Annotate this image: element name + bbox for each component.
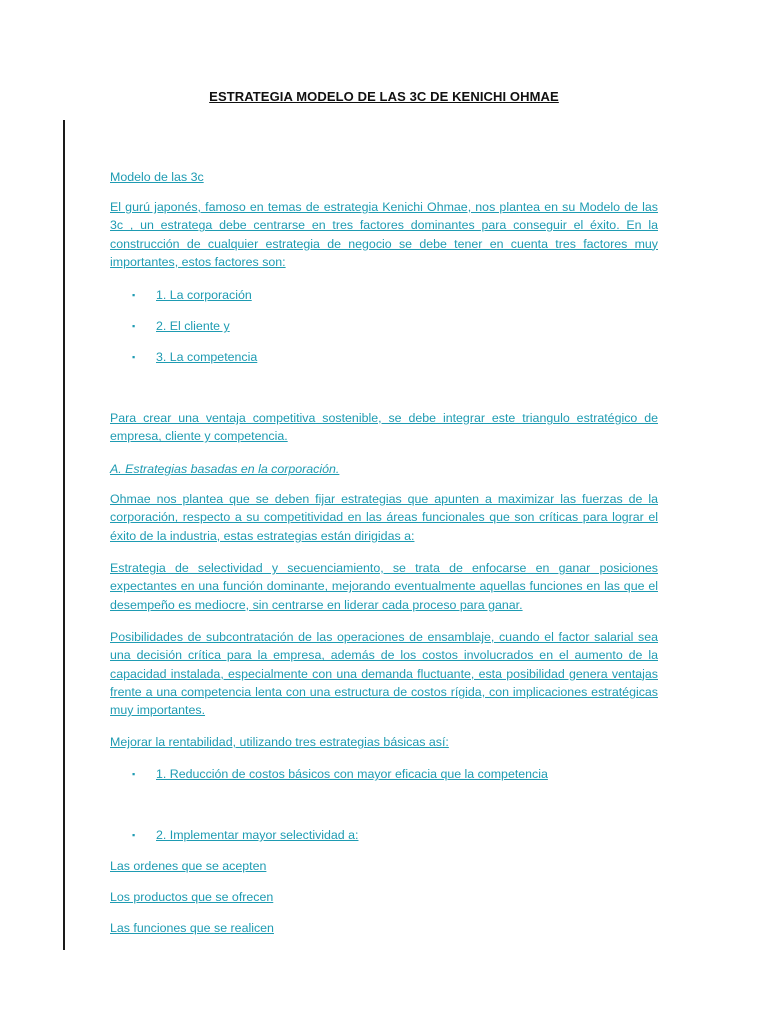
rentabilidad-label: 2. Implementar mayor selectividad a: [156, 828, 359, 842]
intro-paragraph[interactable]: El gurú japonés, famoso en temas de estrategia Kenichi Ohmae, nos plantea en su Modelo de las 3c , un estratega debe centrarse en tres factores dominantes para conseguir el éxito. En la construcción de cualquier estrategia de negocio se debe tener en cuenta tres factores muy importantes, estos factores son: [110, 200, 658, 269]
factor-item[interactable] [132, 348, 257, 366]
rentabilidad-item[interactable] [132, 765, 548, 783]
bullet-icon: ▪ [132, 830, 136, 840]
selectividad-item[interactable]: Las ordenes que se acepten [110, 859, 267, 873]
selectividad-item[interactable]: Los productos que se ofrecen [110, 890, 274, 904]
bullet-icon: ▪ [132, 290, 136, 300]
triangle-paragraph[interactable]: Para crear una ventaja competitiva sostenible, se debe integrar este triangulo estratégico de empresa, cliente y competencia. [110, 411, 658, 444]
bullet-icon: ▪ [132, 321, 136, 331]
heading-modelo-3c[interactable]: Modelo de las 3c [110, 170, 204, 184]
rentabilidad-label: 1. Reducción de costos básicos con mayor eficacia que la competencia [156, 767, 548, 781]
ohmae-paragraph[interactable]: Ohmae nos plantea que se deben fijar estrategias que apunten a maximizar las fuerzas de la corporación, respecto a su competitividad en las áreas funcionales que son críticas para lograr el éxito de la industria, estas estrategias están dirigidas a: [110, 492, 658, 543]
subcontratacion-paragraph[interactable]: Posibilidades de subcontratación de las operaciones de ensamblaje, cuando el factor salarial sea una decisión crítica para la empresa, además de los costos involucrados en el aumento de la capacidad instalada, especialmente con una demanda fluctuante, esta posibilidad genera ventajas frente a una competencia lenta con una estructura de costos rígida, con implicaciones estratégicas muy importantes. [110, 630, 658, 718]
rentabilidad-heading[interactable]: Mejorar la rentabilidad, utilizando tres estrategias básicas así: [110, 735, 449, 749]
bullet-icon: ▪ [132, 769, 136, 779]
selectividad-paragraph[interactable]: Estrategia de selectividad y secuenciamiento, se trata de enfocarse en ganar posiciones expectantes en una función dominante, mejorando eventualmente aquellas funciones en las que el desempeño es mediocre, sin centrarse en liderar cada proceso para ganar. [110, 561, 658, 612]
margin-change-bar [63, 120, 65, 950]
factor-item[interactable] [132, 286, 252, 304]
factor-label: 2. El cliente y [156, 319, 230, 333]
selectividad-item[interactable]: Las funciones que se realicen [110, 921, 274, 935]
page-title: ESTRATEGIA MODELO DE LAS 3C DE KENICHI OHMAE [209, 89, 559, 104]
factor-label: 1. La corporación [156, 288, 252, 302]
factor-label: 3. La competencia [156, 350, 258, 364]
bullet-icon: ▪ [132, 352, 136, 362]
rentabilidad-item[interactable] [132, 826, 358, 844]
factor-item[interactable] [132, 317, 230, 335]
section-a-heading[interactable]: A. Estrategias basadas en la corporación. [110, 462, 340, 476]
